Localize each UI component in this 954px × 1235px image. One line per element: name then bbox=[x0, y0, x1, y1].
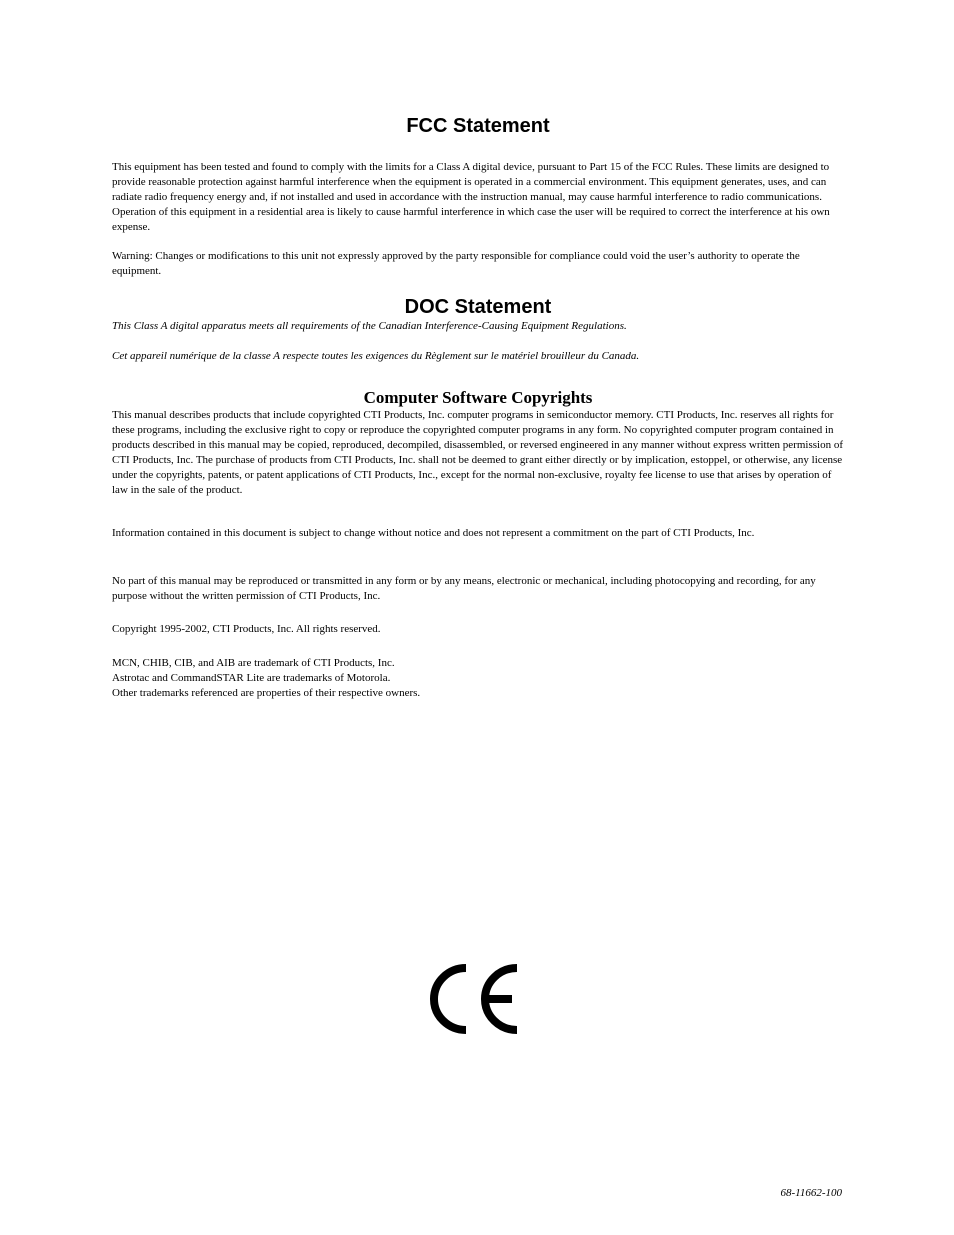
trademark-list bbox=[112, 656, 844, 701]
trademark-line-motorola: Astrotac and CommandSTAR Lite are trademarks of Motorola. bbox=[112, 672, 391, 684]
software-copyrights-title: Computer Software Copyrights bbox=[363, 388, 593, 407]
copyright-line: Copyright 1995-2002, CTI Products, Inc. All rights reserved. bbox=[112, 623, 381, 635]
doc-statement-french: Cet appareil numérique de la classe A respecte toutes les exigences du Règlement sur le matériel brouilleur du Canada. bbox=[112, 350, 640, 362]
fcc-paragraph-warning: Warning: Changes or modifications to this unit not expressly approved by the party responsible for compliance could void the user’s authority to operate the equipment. bbox=[112, 250, 800, 277]
doc-statement-title: DOC Statement bbox=[404, 296, 552, 318]
doc-statement-english: This Class A digital apparatus meets all requirements of the Canadian Interference-Causing Equipment Regulations. bbox=[112, 320, 627, 332]
trademark-line-cti: MCN, CHIB, CIB, and AIB are trademark of CTI Products, Inc. bbox=[112, 657, 395, 669]
fcc-statement-title: FCC Statement bbox=[406, 115, 550, 137]
copyrights-paragraph-reproduction: No part of this manual may be reproduced or transmitted in any form or by any means, electronic or mechanical, including photocopying and recording, for any purpose without the written permission of CTI Products, Inc. bbox=[112, 575, 816, 602]
trademark-line-others: Other trademarks referenced are properties of their respective owners. bbox=[112, 687, 421, 699]
ce-mark-icon bbox=[428, 964, 520, 1034]
copyrights-paragraph-change-notice: Information contained in this document is subject to change without notice and does not represent a commitment on the part of CTI Products, Inc. bbox=[112, 527, 755, 539]
document-number: 68-11662-100 bbox=[780, 1187, 842, 1199]
copyrights-paragraph-programs: This manual describes products that include copyrighted CTI Products, Inc. computer programs in semiconductor memory. CTI Products, Inc. reserves all rights for these programs, including the exclusive right to copy or reproduce the copyrighted computer programs in any form. No copyrighted computer program contained in products described in this manual may be copied, reproduced, decompiled, disassembled, or reversed engineered in any manner without express written permission of CTI Products, Inc. The purchase of products from CTI Products, Inc. shall not be deemed to grant either directly or by implication, estoppel, or otherwise, any license under the copyrights, patents, or patent applications of CTI Products, Inc., except for the normal non-exclusive, royalty fee license to use that arises by operation of law in the sale of the product. bbox=[112, 409, 843, 496]
fcc-paragraph-compliance: This equipment has been tested and found to comply with the limits for a Class A digital device, pursuant to Part 15 of the FCC Rules. These limits are designed to provide reasonable protection against harmful interference when the equipment is operated in a commercial environment. This equipment generates, uses, and can radiate radio frequency energy and, if not installed and used in accordance with the instruction manual, may cause harmful interference to radio communications. Operation of this equipment in a residential area is likely to cause harmful interference in which case the user will be required to correct the interference at his own expense. bbox=[112, 161, 830, 233]
